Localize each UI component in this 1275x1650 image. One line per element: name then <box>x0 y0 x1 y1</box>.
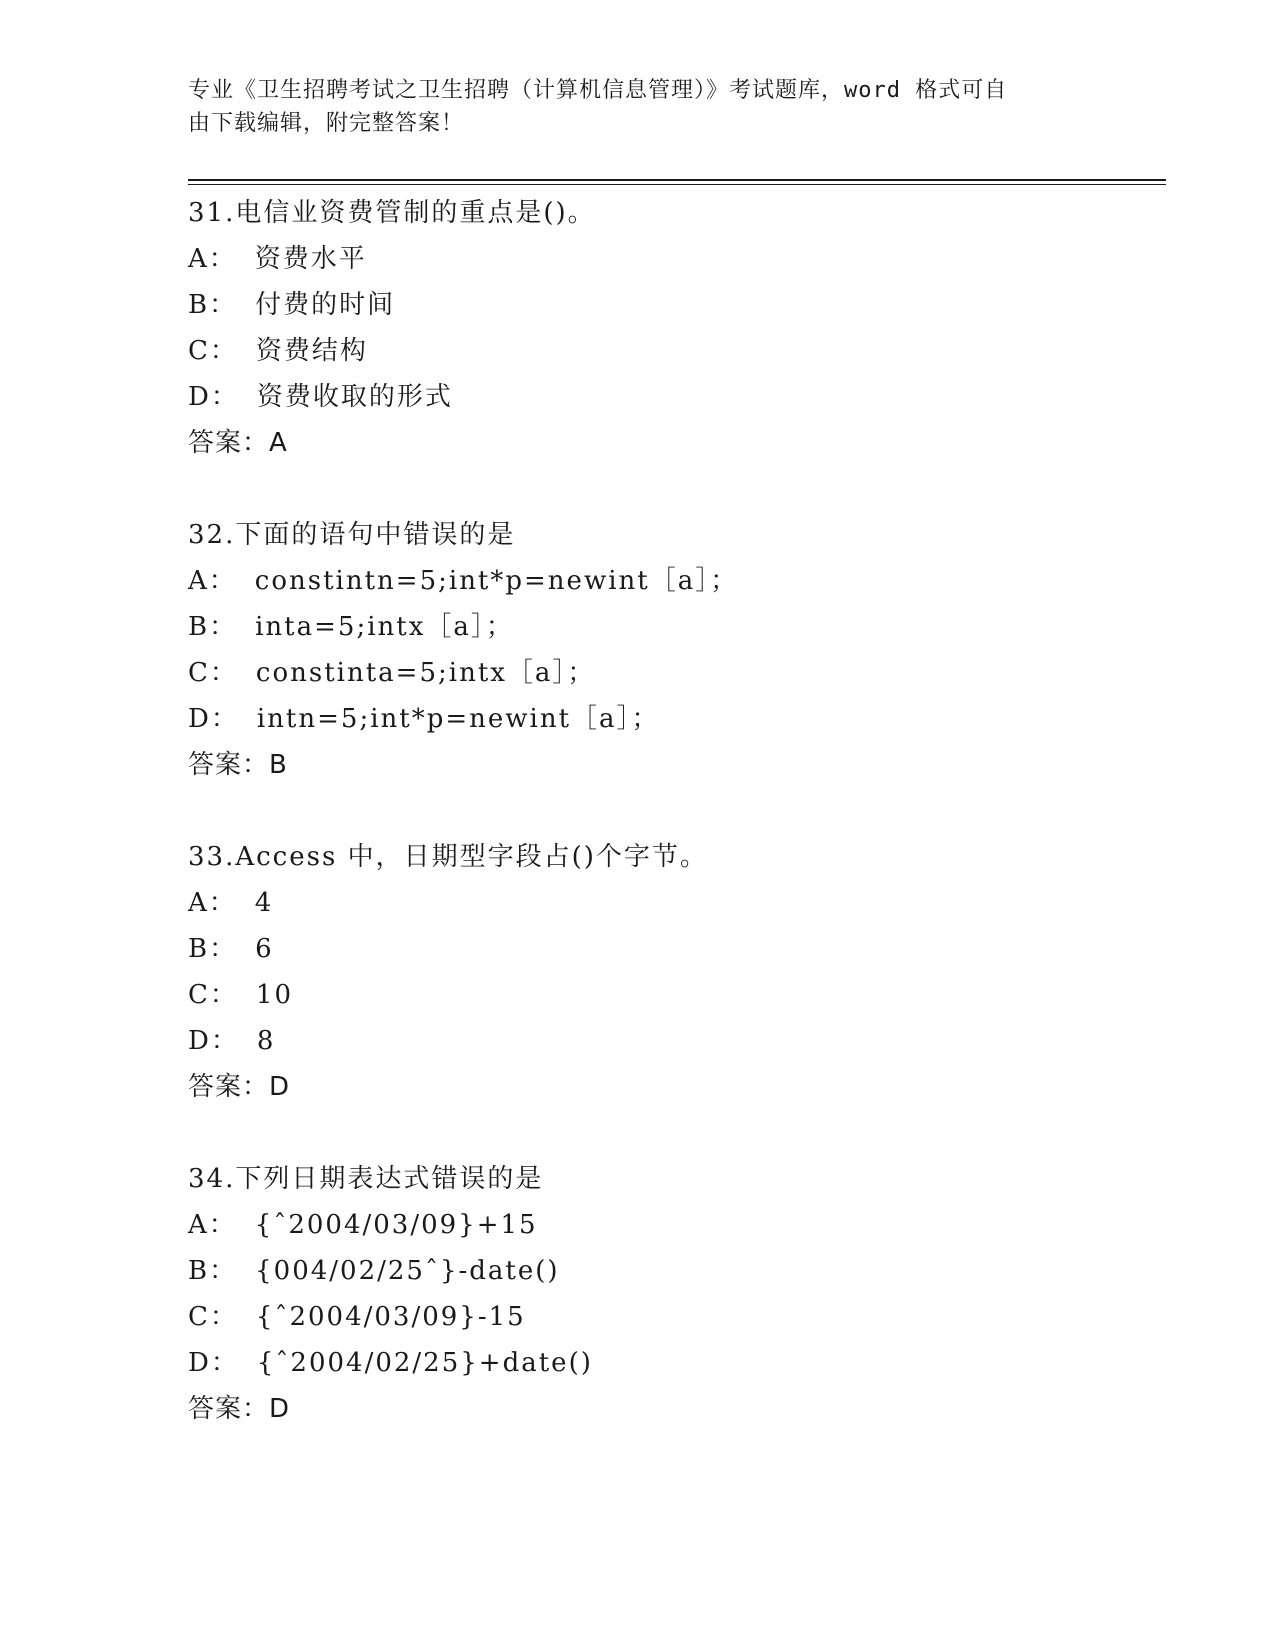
question-stem: 34.下列日期表达式错误的是 <box>188 1164 544 1194</box>
answer-line: 答案：A <box>188 428 288 458</box>
option-d <box>188 1340 1166 1386</box>
option-key: C： <box>188 1302 238 1332</box>
answer-line: 答案：D <box>188 1394 291 1424</box>
option-text: 资费水平 <box>254 244 367 274</box>
option-b <box>188 604 1166 650</box>
option-text: inta=5;intx［a］； <box>255 612 514 642</box>
option-text: {ˆ2004/03/09}-15 <box>255 1302 526 1332</box>
answer-line: 答案：B <box>188 750 288 780</box>
option-b <box>188 282 1166 328</box>
option-key: D： <box>188 1026 239 1056</box>
option-key: B： <box>188 612 238 642</box>
option-a <box>188 1202 1166 1248</box>
header-line-1: 专业《卫生招聘考试之卫生招聘（计算机信息管理）》考试题库，word 格式可自 <box>188 78 1008 103</box>
option-text: intn=5;int*p=newint［a］； <box>256 704 660 734</box>
option-key: A： <box>188 244 237 274</box>
option-c <box>188 1294 1166 1340</box>
question-32 <box>188 512 1166 788</box>
option-text: 资费结构 <box>255 336 368 366</box>
option-d <box>188 1018 1166 1064</box>
option-key: C： <box>188 980 238 1010</box>
question-stem: 33.Access 中，日期型字段占()个字节。 <box>188 842 708 872</box>
option-text: {ˆ2004/02/25}+date() <box>256 1348 593 1378</box>
option-text: {ˆ2004/03/09}+15 <box>254 1210 538 1240</box>
option-b <box>188 926 1166 972</box>
option-key: D： <box>188 382 239 412</box>
option-text: constintn=5;int*p=newint［a］； <box>254 566 739 596</box>
option-key: D： <box>188 704 239 734</box>
question-34 <box>188 1156 1166 1432</box>
option-d <box>188 696 1166 742</box>
header-divider-thin <box>188 184 1166 185</box>
question-stem: 31.电信业资费管制的重点是()。 <box>188 198 596 228</box>
question-stem: 32.下面的语句中错误的是 <box>188 520 516 550</box>
option-b <box>188 1248 1166 1294</box>
document-header <box>188 74 1068 140</box>
option-text: 10 <box>255 980 293 1010</box>
option-a <box>188 880 1166 926</box>
option-c <box>188 972 1166 1018</box>
option-a <box>188 236 1166 282</box>
option-text: 资费收取的形式 <box>256 382 453 412</box>
question-31 <box>188 190 1166 466</box>
option-key: C： <box>188 336 238 366</box>
option-key: B： <box>188 290 238 320</box>
option-text: constinta=5;intx［a］； <box>255 658 596 688</box>
question-list <box>188 190 1166 1478</box>
option-a <box>188 558 1166 604</box>
option-text: 4 <box>254 888 274 918</box>
option-key: B： <box>188 934 238 964</box>
question-33 <box>188 834 1166 1110</box>
option-key: C： <box>188 658 238 688</box>
header-line-2: 由下载编辑，附完整答案！ <box>188 111 465 136</box>
option-text: {004/02/25ˆ}-date() <box>255 1256 560 1286</box>
option-c <box>188 328 1166 374</box>
option-key: A： <box>188 1210 237 1240</box>
option-text: 6 <box>255 934 274 964</box>
option-key: B： <box>188 1256 238 1286</box>
option-text: 8 <box>256 1026 276 1056</box>
option-text: 付费的时间 <box>255 290 396 320</box>
option-d <box>188 374 1166 420</box>
header-divider-thick <box>188 179 1166 181</box>
option-key: A： <box>188 566 237 596</box>
option-key: D： <box>188 1348 239 1378</box>
option-key: A： <box>188 888 237 918</box>
answer-line: 答案：D <box>188 1072 291 1102</box>
option-c <box>188 650 1166 696</box>
